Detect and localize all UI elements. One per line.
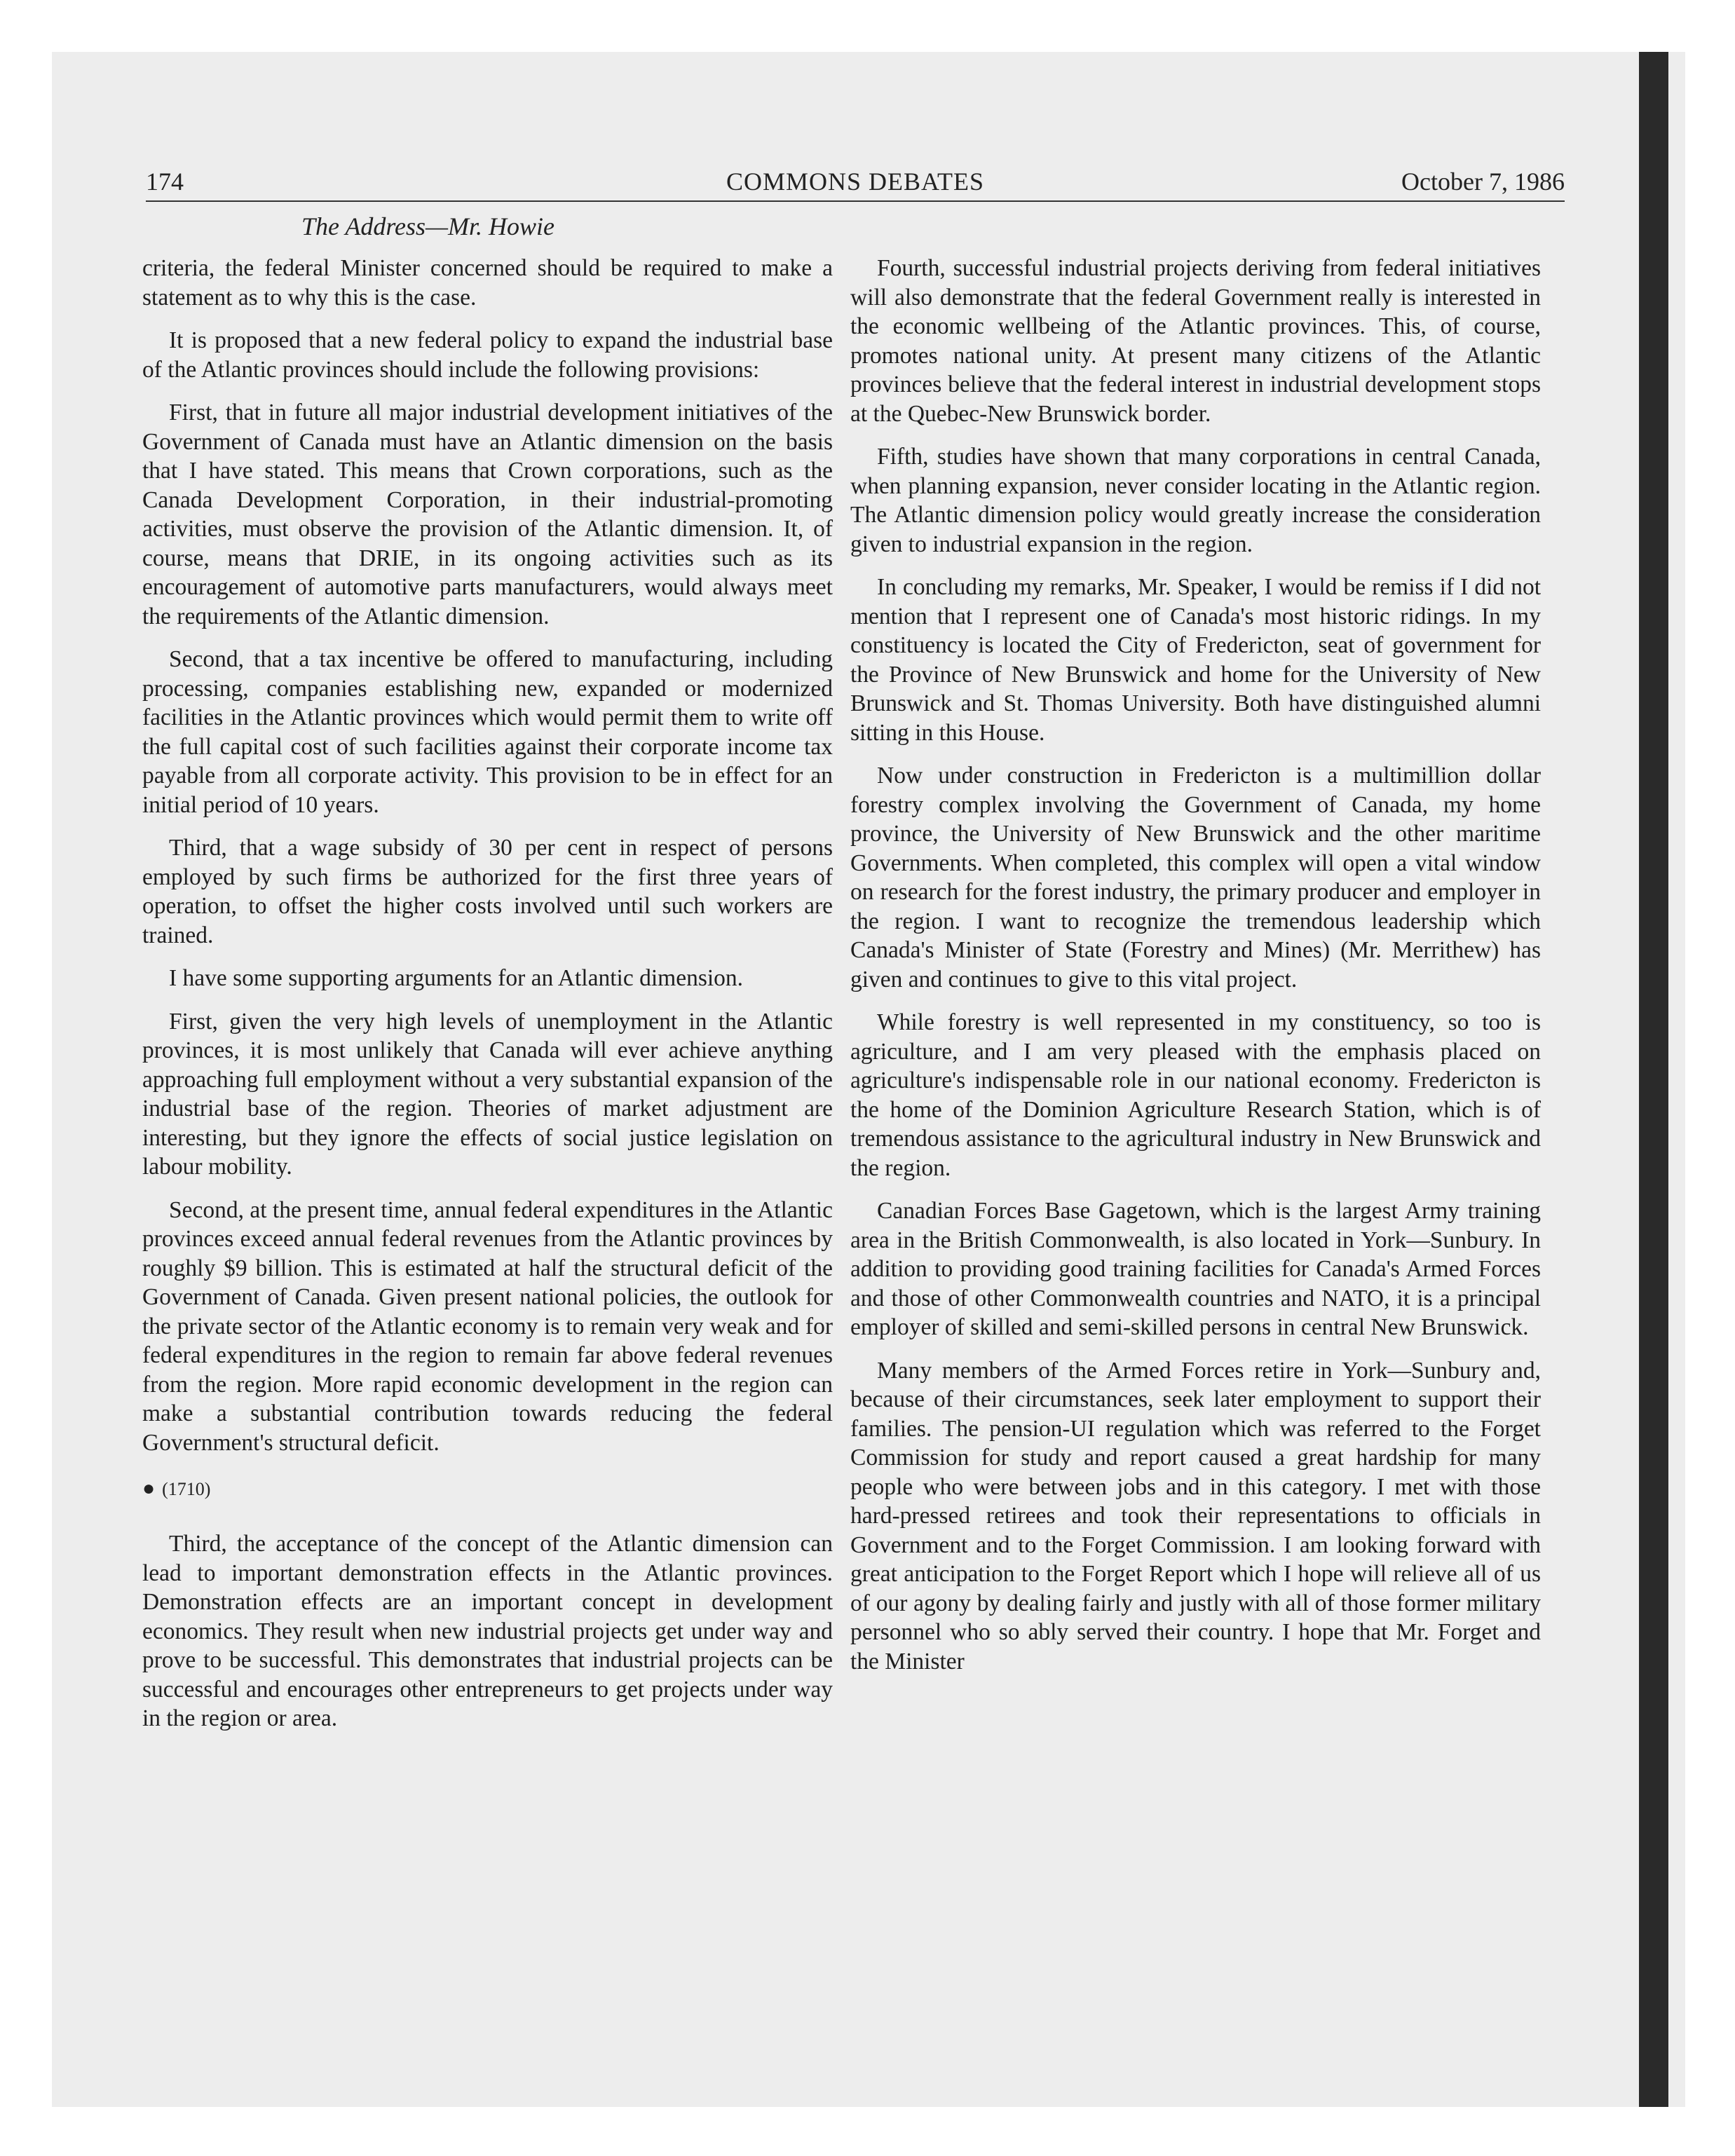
bullet-icon: ● [142, 1477, 156, 1500]
paragraph: Now under construction in Fredericton is a multimillion dollar forestry complex involving the Government of Canada, my home province, the University of New Brunswick and the other maritime Governments. When completed, this complex will open a vital window on research for the forest industry, the primary producer and employer in the region. I want to recognize the tremendous leadership which Canada's Minister of State (Forestry and Mines) (Mr. Merrithew) has given and continues to give to this vital project. [850, 763, 1541, 992]
paragraph: Second, at the present time, annual federal expenditures in the Atlantic provinces exceed annual federal revenues from the Atlantic provinces by roughly $9 billion. This is estimated at half the structural deficit of the Government of Canada. Given present national policies, the outlook for the private sector of the Atlantic economy is to remain very weak and for federal expenditures in the region to remain far above federal revenues from the region. More rapid economic development in the region can make a substantial contribution towards reducing the federal Government's structural deficit. [142, 1196, 833, 1456]
paragraph: In concluding my remarks, Mr. Speaker, I would be remiss if I did not mention that I represent one of Canada's most historic ridings. In my constituency is located the City of Fredericton, seat of government for the Province of New Brunswick and home for the University of New Brunswick and St. Thomas University. Both have distinguished alumni sitting in this House. [850, 574, 1541, 746]
paragraph: Third, the acceptance of the concept of the Atlantic dimension can lead to important demonstration effects in the Atlantic provinces. Demonstration effects are an important concept in development economics. They result when new industrial projects get under way and prove to be successful. This demonstrates that industrial projects can be successful and encourages other entrepreneurs to get projects under way in the region or area. [142, 1531, 833, 1731]
paragraph: Fourth, successful industrial projects deriving from federal initiatives will also demonstrate that the federal Government really is interested in the economic wellbeing of the Atlantic provinces. This, of course, promotes national unity. At present many citizens of the Atlantic provinces believe that the federal interest in industrial development stops at the Quebec-New Brunswick border. [850, 255, 1541, 427]
time-marker [142, 1478, 833, 1500]
page-number: 174 [146, 168, 184, 196]
paragraph: While forestry is well represented in my constituency, so too is agriculture, and I am very pleased with the emphasis placed on agriculture's indispensable role in our national economy. Fredericton is the home of the Dominion Agriculture Research Station, which is of tremendous assistance to the agricultural industry in New Brunswick and the region. [850, 1009, 1541, 1181]
publication-date: October 7, 1986 [1401, 168, 1565, 196]
paragraph: Fifth, studies have shown that many corporations in central Canada, when planning expansion, never consider locating in the Atlantic region. The Atlantic dimension policy would greatly increase the consideration given to industrial expansion in the region. [850, 444, 1541, 557]
paragraph: It is proposed that a new federal policy to expand the industrial base of the Atlantic provinces should include the following provisions: [142, 327, 833, 383]
paragraph: criteria, the federal Minister concerned should be required to make a statement as to why this is the case. [142, 255, 833, 311]
page-header [146, 163, 1565, 202]
paragraph: I have some supporting arguments for an Atlantic dimension. [169, 965, 744, 991]
paragraph: First, that in future all major industrial development initiatives of the Government of Canada must have an Atlantic dimension on the basis that I have stated. This means that Crown corporations, such as the Canada Development Corporation, in their industrial-promoting activities, must observe the provision of the Atlantic dimension. It, of course, means that DRIE, in its ongoing activities such as its encouragement of automotive parts manufacturers, would always meet the requirements of the Atlantic dimension. [142, 400, 833, 629]
paragraph: Third, that a wage subsidy of 30 per cent in respect of persons employed by such firms be authorized for the first three years of operation, to offset the higher costs involved until such workers are trained. [142, 835, 833, 948]
left-column [142, 254, 833, 1747]
paragraph: First, given the very high levels of unemployment in the Atlantic provinces, it is most unlikely that Canada will ever achieve anything approaching full employment without a very substantial expansion of the industrial base of the region. Theories of market adjustment are interesting, but they ignore the effects of social justice legislation on labour mobility. [142, 1008, 833, 1180]
scan-edge-bar [1639, 52, 1668, 2107]
time-stamp: (1710) [162, 1479, 211, 1499]
paragraph: Canadian Forces Base Gagetown, which is the largest Army training area in the British Commonwealth, is also located in York—Sunbury. In addition to providing good training facilities for Canada's Armed Forces and those of other Commonwealth countries and NATO, it is a principal employer of skilled and semi-skilled persons in central New Brunswick. [850, 1198, 1541, 1340]
section-subheading: The Address—Mr. Howie [301, 212, 555, 240]
publication-title: COMMONS DEBATES [726, 168, 985, 196]
paragraph: Many members of the Armed Forces retire in York—Sunbury and, because of their circumstances, seek later employment to support their families. The pension-UI regulation which was referred to the Forget Commission for study and report caused a great hardship for many people who were between jobs and in this category. I met with those hard-pressed retirees and took their representations to officials in Government and to the Forget Commission. I am looking forward with great anticipation to the Forget Report which I hope will relieve all of us of our agony by dealing fairly and justly with all of those former military personnel who so ably served their country. I hope that Mr. Forget and the Minister [850, 1357, 1541, 1674]
paragraph: Second, that a tax incentive be offered to manufacturing, including processing, companies establishing new, expanded or modernized facilities in the Atlantic provinces which would permit them to write off the full capital cost of such facilities against their corporate income tax payable from all corporate activity. This provision to be in effect for an initial period of 10 years. [142, 646, 833, 818]
right-column [850, 254, 1541, 1690]
